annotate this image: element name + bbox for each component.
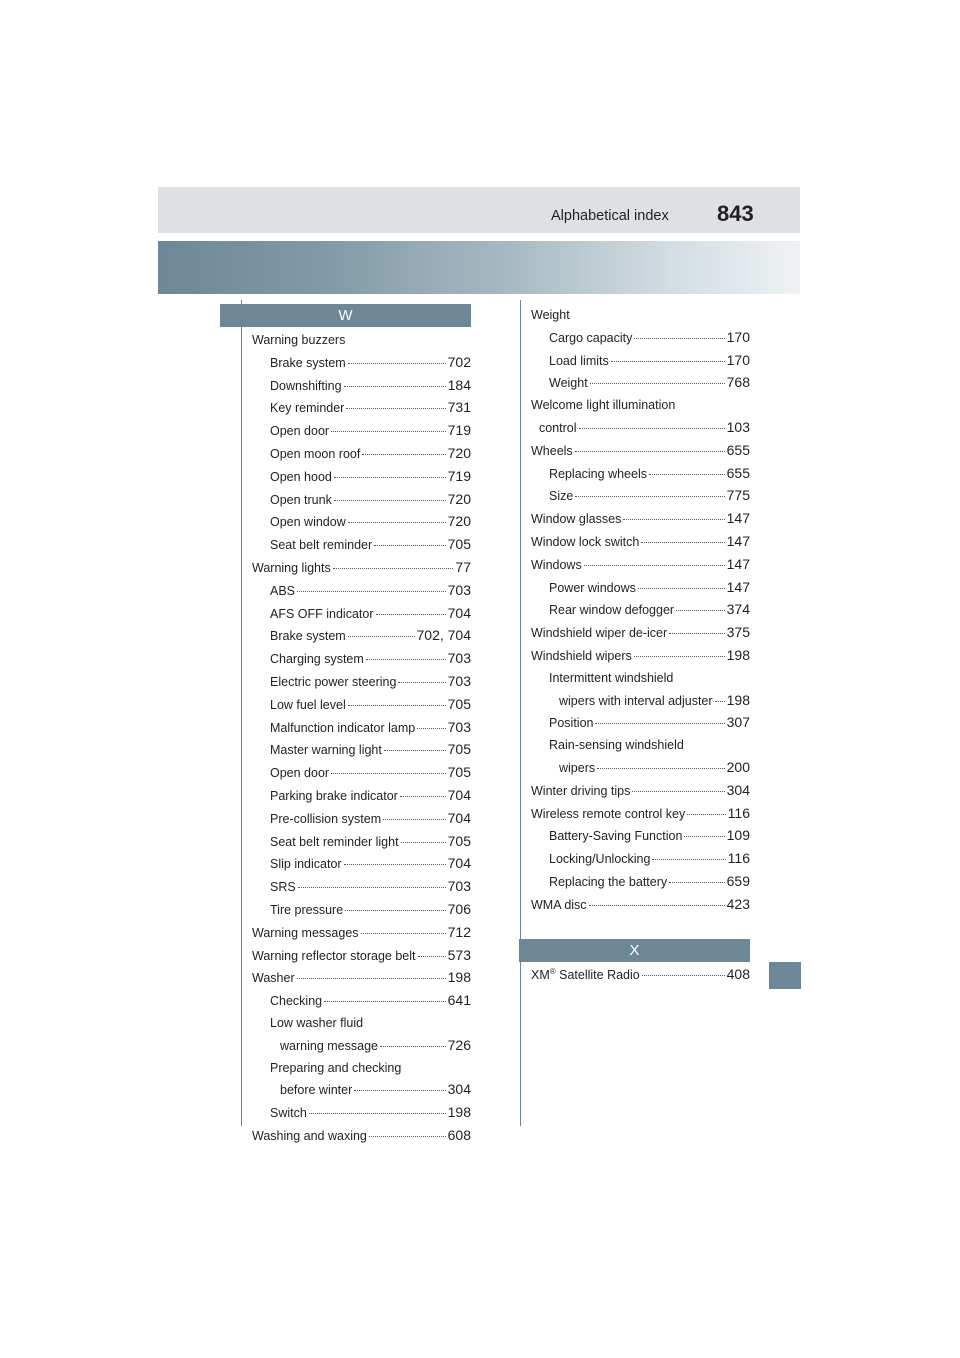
dot-leader (354, 1090, 445, 1091)
index-term: Seat belt reminder light (270, 834, 399, 849)
dot-leader (333, 568, 454, 569)
page-reference[interactable]: 704 (447, 604, 471, 621)
index-term: Windows (531, 557, 582, 572)
index-term: Open window (270, 515, 346, 530)
dot-leader (634, 338, 724, 339)
index-entry (531, 848, 750, 871)
page-reference[interactable]: 705 (447, 764, 471, 781)
page-reference[interactable]: 304 (726, 781, 750, 798)
section-title: Alphabetical index (551, 208, 669, 224)
index-term: Charging system (270, 652, 364, 667)
index-entry (252, 580, 471, 603)
index-entry (531, 577, 750, 600)
index-list (220, 330, 471, 1148)
page-reference[interactable]: 720 (447, 513, 471, 530)
index-term: Window lock switch (531, 534, 640, 549)
dot-leader (400, 796, 446, 797)
index-entry (531, 757, 750, 780)
page-reference[interactable]: 705 (447, 741, 471, 758)
dot-leader (376, 614, 446, 615)
index-term: Master warning light (270, 743, 382, 758)
page-reference[interactable]: 720 (447, 444, 471, 461)
index-term: Switch (270, 1106, 307, 1121)
index-entry (531, 622, 750, 645)
index-entry (531, 305, 750, 327)
index-term: Wireless remote control key (531, 806, 686, 821)
page-reference[interactable]: 198 (726, 691, 750, 708)
page-reference[interactable]: 147 (726, 578, 750, 595)
page-reference[interactable]: 198 (447, 1104, 471, 1121)
index-entry (531, 894, 750, 917)
dot-leader (418, 956, 446, 957)
index-entry (531, 825, 750, 848)
index-term: WMA disc (531, 897, 587, 912)
index-entry (252, 1035, 471, 1058)
dot-leader (297, 978, 446, 979)
index-term: Windshield wiper de-icer (531, 626, 668, 641)
page-reference[interactable]: 726 (447, 1036, 471, 1053)
index-entry (252, 420, 471, 443)
index-term: Open door (270, 766, 330, 781)
right-column (531, 305, 750, 986)
index-term: SRS (270, 880, 296, 895)
dot-leader (297, 591, 446, 592)
dot-leader (597, 768, 725, 769)
page-reference[interactable]: 641 (447, 992, 471, 1009)
index-entry (531, 485, 750, 508)
index-entry (252, 1079, 471, 1102)
letter-heading-w: W (220, 304, 471, 327)
index-entry (252, 694, 471, 717)
page-reference[interactable]: 408 (726, 965, 750, 982)
page-reference[interactable]: 147 (726, 532, 750, 549)
page-reference[interactable]: 116 (727, 850, 750, 867)
dot-leader (331, 773, 446, 774)
index-heading: Low washer fluid (270, 1015, 364, 1030)
dot-leader (669, 882, 725, 883)
index-term: Low fuel level (270, 697, 346, 712)
index-entry (531, 690, 750, 713)
index-entry (252, 876, 471, 899)
index-entry (531, 554, 750, 577)
index-term: Checking (270, 994, 323, 1009)
page-reference[interactable]: 775 (726, 487, 750, 504)
page-reference[interactable]: 655 (726, 441, 750, 458)
page-reference[interactable]: 702, 704 (416, 627, 471, 644)
index-entry (531, 599, 750, 622)
page-reference[interactable]: 702 (447, 353, 471, 370)
page-reference[interactable]: 170 (726, 328, 750, 345)
dot-leader (401, 842, 446, 843)
page-reference[interactable]: 103 (726, 418, 750, 435)
index-entry (252, 1058, 471, 1080)
index-term: before winter (280, 1083, 353, 1098)
index-term: Downshifting (270, 378, 342, 393)
page-reference[interactable]: 375 (726, 624, 750, 641)
index-term: Warning reflector storage belt (252, 948, 416, 963)
index-term: AFS OFF indicator (270, 606, 374, 621)
page-reference[interactable]: 198 (726, 646, 750, 663)
index-entry (531, 372, 750, 395)
page-reference[interactable]: 423 (726, 895, 750, 912)
page-reference[interactable]: 705 (447, 832, 471, 849)
page-reference[interactable]: 77 (455, 558, 471, 575)
index-term: control (539, 420, 577, 435)
dot-leader (334, 500, 446, 501)
index-entry (531, 668, 750, 690)
page-reference[interactable]: 703 (447, 878, 471, 895)
index-term: Washer (252, 971, 295, 986)
index-list (531, 964, 750, 987)
page-reference[interactable]: 704 (447, 855, 471, 872)
index-entry (252, 967, 471, 990)
page-reference[interactable]: 703 (447, 718, 471, 735)
index-heading: Welcome light illumination (531, 398, 676, 413)
index-entry (252, 671, 471, 694)
index-term: XM® Satellite Radio (531, 966, 640, 982)
index-entry (252, 785, 471, 808)
index-entry (252, 489, 471, 512)
page-reference[interactable]: 184 (447, 376, 471, 393)
index-term: Winter driving tips (531, 783, 631, 798)
page-reference[interactable]: 704 (447, 786, 471, 803)
dot-leader (669, 633, 724, 634)
index-heading: Preparing and checking (270, 1060, 402, 1075)
index-entry (531, 350, 750, 373)
dot-leader (632, 791, 724, 792)
page-reference[interactable]: 198 (447, 969, 471, 986)
dot-leader (298, 887, 446, 888)
index-term: warning message (280, 1038, 378, 1053)
index-term: Pre-collision system (270, 811, 382, 826)
index-term: Replacing the battery (549, 874, 668, 889)
dot-leader (642, 975, 725, 976)
page-reference[interactable]: 720 (447, 490, 471, 507)
dot-leader (575, 451, 725, 452)
dot-leader (309, 1113, 446, 1114)
dot-leader (383, 819, 446, 820)
index-term: Washing and waxing (252, 1128, 367, 1143)
index-entry (531, 508, 750, 531)
index-term: Position (549, 716, 594, 731)
dot-leader (348, 363, 446, 364)
index-entry (252, 534, 471, 557)
dot-leader (649, 474, 725, 475)
index-entry (531, 712, 750, 735)
index-entry (252, 557, 471, 580)
dot-leader (348, 636, 415, 637)
index-entry (252, 603, 471, 626)
index-heading: Rain-sensing windshield (549, 738, 684, 753)
page-reference[interactable]: 170 (726, 351, 750, 368)
index-entry (252, 922, 471, 945)
index-term: Cargo capacity (549, 330, 633, 345)
page-reference[interactable]: 109 (726, 827, 750, 844)
dot-leader (345, 910, 445, 911)
index-entry (252, 990, 471, 1013)
dot-leader (595, 723, 724, 724)
dot-leader (589, 905, 725, 906)
dot-leader (362, 454, 445, 455)
page-reference[interactable]: 573 (447, 946, 471, 963)
dot-leader (638, 588, 725, 589)
page-reference[interactable]: 768 (726, 374, 750, 391)
index-entry (252, 648, 471, 671)
page-reference[interactable]: 147 (726, 510, 750, 527)
index-entry (531, 417, 750, 440)
index-term: Battery-Saving Function (549, 829, 683, 844)
index-term: Weight (549, 376, 588, 391)
dot-leader (344, 864, 446, 865)
index-entry (531, 440, 750, 463)
page-reference[interactable]: 731 (447, 399, 471, 416)
page-reference[interactable]: 200 (726, 758, 750, 775)
index-entry (252, 717, 471, 740)
dot-leader (575, 496, 724, 497)
index-term: Malfunction indicator lamp (270, 720, 416, 735)
dot-leader (346, 408, 445, 409)
dot-leader (584, 565, 725, 566)
dot-leader (331, 431, 446, 432)
index-entry (252, 831, 471, 854)
page-reference[interactable]: 116 (727, 804, 750, 821)
index-term: Open trunk (270, 492, 332, 507)
index-term: Key reminder (270, 401, 345, 416)
page-reference[interactable]: 719 (447, 467, 471, 484)
index-term: Locking/Unlocking (549, 852, 651, 867)
page-reference[interactable]: 703 (447, 650, 471, 667)
index-entry (531, 531, 750, 554)
index-term: Brake system (270, 355, 346, 370)
index-entry (531, 871, 750, 894)
dot-leader (348, 522, 446, 523)
index-entry (531, 803, 750, 826)
index-term: Replacing wheels (549, 466, 647, 481)
dot-leader (684, 836, 724, 837)
dot-leader (334, 477, 446, 478)
dot-leader (369, 1136, 446, 1137)
index-entry (252, 625, 471, 648)
index-term: Open moon roof (270, 446, 361, 461)
letter-heading-x: X (519, 939, 750, 962)
index-list (531, 305, 750, 917)
page-reference[interactable]: 374 (726, 601, 750, 618)
index-entry (252, 352, 471, 375)
dot-leader (579, 428, 725, 429)
index-term: Parking brake indicator (270, 788, 398, 803)
dot-leader (590, 383, 725, 384)
index-entry (252, 1013, 471, 1035)
index-term: Window glasses (531, 512, 622, 527)
index-entry (531, 463, 750, 486)
index-entry (531, 645, 750, 668)
page-reference[interactable]: 703 (447, 581, 471, 598)
index-entry (252, 375, 471, 398)
registered-mark: ® (549, 966, 556, 976)
index-entry (252, 1102, 471, 1125)
index-entry (531, 395, 750, 417)
page-reference[interactable]: 704 (447, 809, 471, 826)
index-entry (531, 964, 750, 987)
index-entry (252, 945, 471, 968)
right-column-divider (520, 300, 521, 1126)
chapter-tab (769, 962, 801, 989)
index-term: wipers (559, 760, 596, 775)
index-term: Wheels (531, 443, 573, 458)
header-bar (158, 187, 800, 233)
index-heading: Weight (531, 308, 570, 322)
index-term: Load limits (549, 353, 609, 368)
index-heading: Intermittent windshield (549, 670, 674, 685)
page-reference[interactable]: 307 (726, 714, 750, 731)
header-banner (158, 241, 800, 294)
dot-leader (676, 610, 725, 611)
index-entry (252, 808, 471, 831)
index-entry (252, 762, 471, 785)
index-entry (252, 853, 471, 876)
index-term: Slip indicator (270, 857, 342, 872)
index-term: Warning messages (252, 925, 359, 940)
page-reference[interactable]: 659 (726, 872, 750, 889)
dot-leader (348, 705, 446, 706)
index-entry (252, 466, 471, 489)
left-column (220, 304, 471, 1148)
index-entry (252, 1125, 471, 1148)
index-term: Warning lights (252, 560, 331, 575)
page-reference[interactable]: 147 (726, 555, 750, 572)
index-term: wipers with interval adjuster (559, 693, 713, 708)
page-reference[interactable]: 703 (447, 672, 471, 689)
page-reference[interactable]: 705 (447, 536, 471, 553)
dot-leader (623, 519, 724, 520)
dot-leader (611, 361, 725, 362)
index-entry (531, 735, 750, 757)
index-term: Size (549, 489, 574, 504)
index-entry (531, 327, 750, 350)
index-entry (252, 899, 471, 922)
index-term: Electric power steering (270, 674, 397, 689)
index-term: Rear window defogger (549, 603, 675, 618)
dot-leader (324, 1001, 446, 1002)
index-entry (531, 780, 750, 803)
index-term: Seat belt reminder (270, 538, 373, 553)
dot-leader (634, 656, 725, 657)
dot-leader (380, 1046, 446, 1047)
page-reference[interactable]: 304 (447, 1081, 471, 1098)
page-number: 843 (717, 201, 754, 226)
index-term: Tire pressure (270, 902, 344, 917)
page-reference[interactable]: 706 (447, 900, 471, 917)
index-entry (252, 397, 471, 420)
index-entry (252, 443, 471, 466)
dot-leader (361, 933, 446, 934)
page-reference[interactable]: 608 (447, 1126, 471, 1143)
dot-leader (344, 386, 446, 387)
index-term: Open hood (270, 469, 332, 484)
index-term: Brake system (270, 629, 346, 644)
dot-leader (384, 750, 446, 751)
page-reference[interactable]: 712 (447, 923, 471, 940)
dot-leader (398, 682, 445, 683)
index-term: ABS (270, 583, 296, 598)
dot-leader (652, 859, 725, 860)
page-reference[interactable]: 655 (726, 464, 750, 481)
index-heading: Warning buzzers (252, 333, 346, 347)
index-term: Power windows (549, 580, 636, 595)
dot-leader (715, 701, 725, 702)
dot-leader (374, 545, 446, 546)
index-entry (252, 511, 471, 534)
index-entry (252, 330, 471, 352)
index-term: Windshield wipers (531, 648, 632, 663)
dot-leader (641, 542, 724, 543)
page-reference[interactable]: 705 (447, 695, 471, 712)
dot-leader (687, 814, 725, 815)
page-reference[interactable]: 719 (447, 422, 471, 439)
index-entry (252, 739, 471, 762)
dot-leader (366, 659, 446, 660)
dot-leader (417, 728, 445, 729)
index-term: Open door (270, 424, 330, 439)
